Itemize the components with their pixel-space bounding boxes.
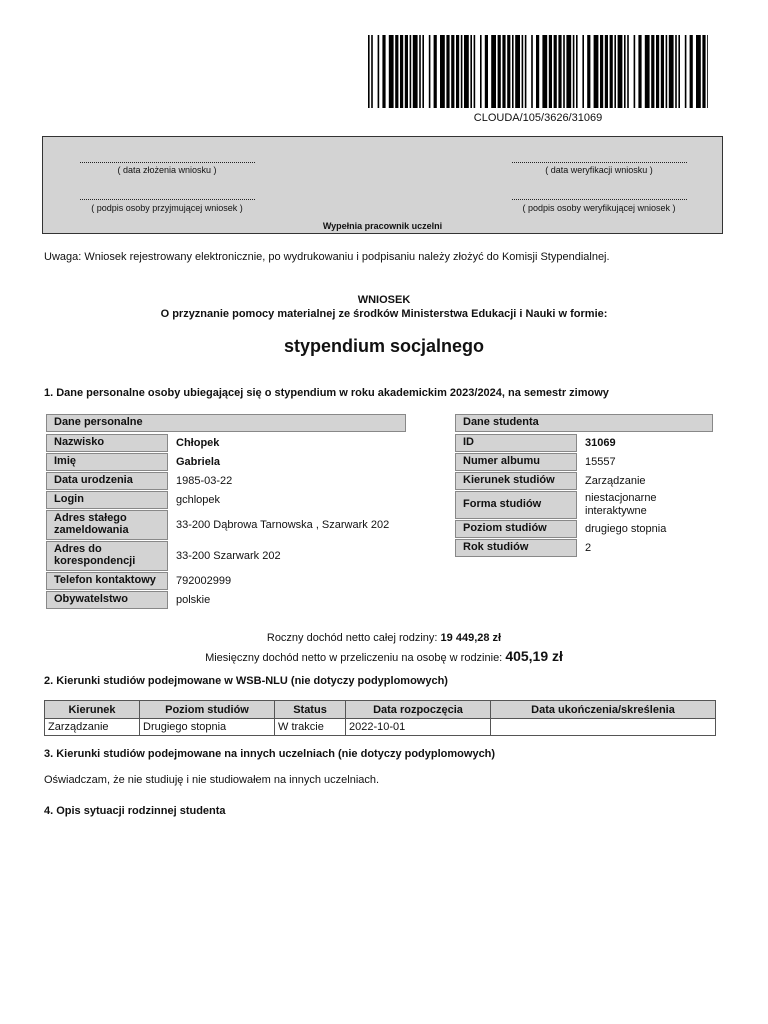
- barcode-bar: [651, 35, 654, 108]
- document-code: CLOUDA/105/3626/31069: [473, 112, 603, 124]
- barcode-bar: [563, 35, 565, 108]
- barcode-bar: [624, 35, 626, 108]
- barcode-bar: [429, 35, 431, 108]
- barcode-bar: [368, 35, 370, 108]
- barcode-bar: [594, 35, 599, 108]
- student-value: Zarządzanie: [585, 474, 646, 487]
- personal-value: gchlopek: [176, 493, 221, 506]
- barcode-bar: [480, 35, 482, 108]
- student-value: drugiego stopnia: [585, 522, 667, 535]
- cell-poziom: Drugiego stopnia: [140, 719, 275, 736]
- annual-income: [0, 632, 768, 644]
- barcode-bar: [627, 35, 629, 108]
- barcode-bar: [461, 35, 463, 108]
- date-submitted-label: ( data złożenia wniosku ): [117, 165, 217, 175]
- personal-value: Gabriela: [176, 455, 221, 468]
- barcode-bar: [434, 35, 437, 108]
- personal-label: Imię: [46, 453, 168, 471]
- barcode-bar: [634, 35, 636, 108]
- personal-label: Adres do korespondencji: [46, 541, 168, 571]
- barcode-bar: [522, 35, 524, 108]
- barcode-bar: [440, 35, 445, 108]
- barcode-bar: [464, 35, 469, 108]
- cell-data-ukonczenia: [491, 719, 716, 736]
- barcode-bar: [669, 35, 674, 108]
- barcode-bar: [474, 35, 476, 108]
- cell-status: W trakcie: [275, 719, 346, 736]
- barcode-bar: [456, 35, 459, 108]
- student-header: Dane studenta: [455, 414, 713, 432]
- studies-table: [44, 700, 716, 736]
- personal-value: 33-200 Dąbrowa Tarnowska , Szarwark 202: [176, 518, 390, 531]
- barcode-bar: [498, 35, 501, 108]
- monthly-income-value: 405,19 zł: [505, 648, 563, 664]
- receiver-signature-label: ( podpis osoby przyjmującej wniosek ): [91, 203, 243, 213]
- heading-subtitle: O przyznanie pomocy materialnej ze środków Ministerstwa Edukacji i Nauki w formie:: [160, 308, 608, 320]
- barcode-bar: [531, 35, 533, 108]
- student-value: 2: [585, 541, 592, 554]
- personal-value: polskie: [176, 593, 211, 606]
- barcode-bar: [542, 35, 547, 108]
- barcode-bar: [502, 35, 505, 108]
- section-3-statement: Oświadczam, że nie studiuję i nie studiowałem na innych uczelniach.: [44, 774, 380, 786]
- personal-label: Obywatelstwo: [46, 591, 168, 609]
- barcode-bar: [582, 35, 584, 108]
- barcode-bar: [382, 35, 385, 108]
- barcode-bar: [614, 35, 616, 108]
- barcode-bar: [702, 35, 705, 108]
- student-label: Kierunek studiów: [455, 472, 577, 490]
- date-verified-label: ( data weryfikacji wniosku ): [545, 165, 653, 175]
- cell-kierunek: Zarządzanie: [45, 719, 140, 736]
- student-value: 15557: [585, 455, 616, 468]
- personal-label: Nazwisko: [46, 434, 168, 452]
- col-kierunek: Kierunek: [45, 701, 140, 719]
- barcode-bar: [395, 35, 398, 108]
- barcode-bar: [605, 35, 608, 108]
- barcode-bar: [566, 35, 571, 108]
- barcode-bar: [661, 35, 664, 108]
- student-label: Poziom studiów: [455, 520, 577, 538]
- cell-data-rozpoczecia: 2022-10-01: [346, 719, 491, 736]
- heading-title: WNIOSEK: [357, 294, 411, 306]
- barcode-bar: [645, 35, 650, 108]
- section-2-title: 2. Kierunki studiów podejmowane w WSB-NLU (nie dotyczy podyplomowych): [44, 675, 448, 687]
- verifier-signature-line: [512, 199, 687, 200]
- student-label: Rok studiów: [455, 539, 577, 557]
- receiver-signature-line: [80, 199, 255, 200]
- barcode: [368, 35, 708, 108]
- section-3-title: 3. Kierunki studiów podejmowane na innych uczelniach (nie dotyczy podyplomowych): [44, 748, 496, 760]
- barcode-bar: [371, 35, 373, 108]
- scholarship-type: stypendium socjalnego: [283, 336, 485, 356]
- barcode-bar: [573, 35, 575, 108]
- personal-value: Chłopek: [176, 436, 220, 449]
- barcode-bar: [610, 35, 613, 108]
- barcode-bar: [422, 35, 424, 108]
- barcode-bar: [696, 35, 701, 108]
- barcode-bar: [491, 35, 496, 108]
- annual-income-label: Roczny dochód netto całej rodziny:: [266, 632, 438, 644]
- barcode-bar: [400, 35, 403, 108]
- barcode-bar: [587, 35, 590, 108]
- staff-box-footer: Wypełnia pracownik uczelni: [322, 221, 443, 231]
- barcode-bar: [549, 35, 552, 108]
- barcode-bar: [656, 35, 659, 108]
- barcode-bar: [419, 35, 421, 108]
- barcode-bar: [512, 35, 514, 108]
- section-1-title: 1. Dane personalne osoby ubiegającej się o stypendium w roku akademickim 2023/2024, na semestr zimowy: [44, 387, 609, 399]
- barcode-bar: [558, 35, 561, 108]
- barcode-bar: [485, 35, 488, 108]
- barcode-bar: [678, 35, 680, 108]
- student-value: 31069: [585, 436, 616, 449]
- barcode-bar: [554, 35, 557, 108]
- barcode-bar: [707, 35, 708, 108]
- section-4-title: 4. Opis sytuacji rodzinnej studenta: [44, 805, 226, 817]
- barcode-bar: [638, 35, 641, 108]
- barcode-bar: [618, 35, 623, 108]
- student-label: Forma studiów: [455, 491, 577, 519]
- annual-income-value: 19 449,28 zł: [440, 632, 502, 644]
- barcode-bar: [576, 35, 578, 108]
- barcode-bar: [525, 35, 527, 108]
- barcode-bar: [446, 35, 449, 108]
- barcode-bar: [675, 35, 677, 108]
- barcode-bar: [413, 35, 418, 108]
- barcode-bar: [405, 35, 408, 108]
- monthly-income: [0, 648, 768, 664]
- barcode-bar: [536, 35, 539, 108]
- barcode-bar: [410, 35, 412, 108]
- student-label: ID: [455, 434, 577, 452]
- barcode-bar: [515, 35, 520, 108]
- date-verified-line: [512, 162, 687, 163]
- personal-header: Dane personalne: [46, 414, 406, 432]
- barcode-bar: [378, 35, 380, 108]
- barcode-bar: [600, 35, 603, 108]
- studies-table-header: [45, 701, 716, 719]
- student-value: niestacjonarne interaktywne: [585, 492, 657, 517]
- barcode-bar: [685, 35, 687, 108]
- barcode-bar: [389, 35, 394, 108]
- personal-label: Login: [46, 491, 168, 509]
- personal-value: 33-200 Szarwark 202: [176, 549, 281, 562]
- col-data-rozpoczecia: Data rozpoczęcia: [346, 701, 491, 719]
- personal-value: 792002999: [176, 574, 232, 587]
- personal-value: 1985-03-22: [176, 474, 233, 487]
- date-submitted-line: [80, 162, 255, 163]
- verifier-signature-label: ( podpis osoby weryfikującej wniosek ): [522, 203, 676, 213]
- barcode-bar: [690, 35, 693, 108]
- personal-label: Adres stałego zameldowania: [46, 510, 168, 540]
- col-data-ukonczenia: Data ukończenia/skreślenia: [491, 701, 716, 719]
- barcode-bar: [666, 35, 668, 108]
- barcode-bar: [470, 35, 472, 108]
- monthly-income-label: Miesięczny dochód netto w przeliczeniu na osobę w rodzinie:: [205, 652, 503, 664]
- student-label: Numer albumu: [455, 453, 577, 471]
- staff-only-box: [42, 136, 723, 234]
- table-row: [45, 719, 716, 736]
- barcode-bar: [451, 35, 454, 108]
- notice-text: Uwaga: Wniosek rejestrowany elektronicznie, po wydrukowaniu i podpisaniu należy złożyć do Komisji Stypendialnej.: [44, 251, 610, 263]
- personal-label: Telefon kontaktowy: [46, 572, 168, 590]
- col-status: Status: [275, 701, 346, 719]
- col-poziom: Poziom studiów: [140, 701, 275, 719]
- personal-label: Data urodzenia: [46, 472, 168, 490]
- barcode-bar: [507, 35, 510, 108]
